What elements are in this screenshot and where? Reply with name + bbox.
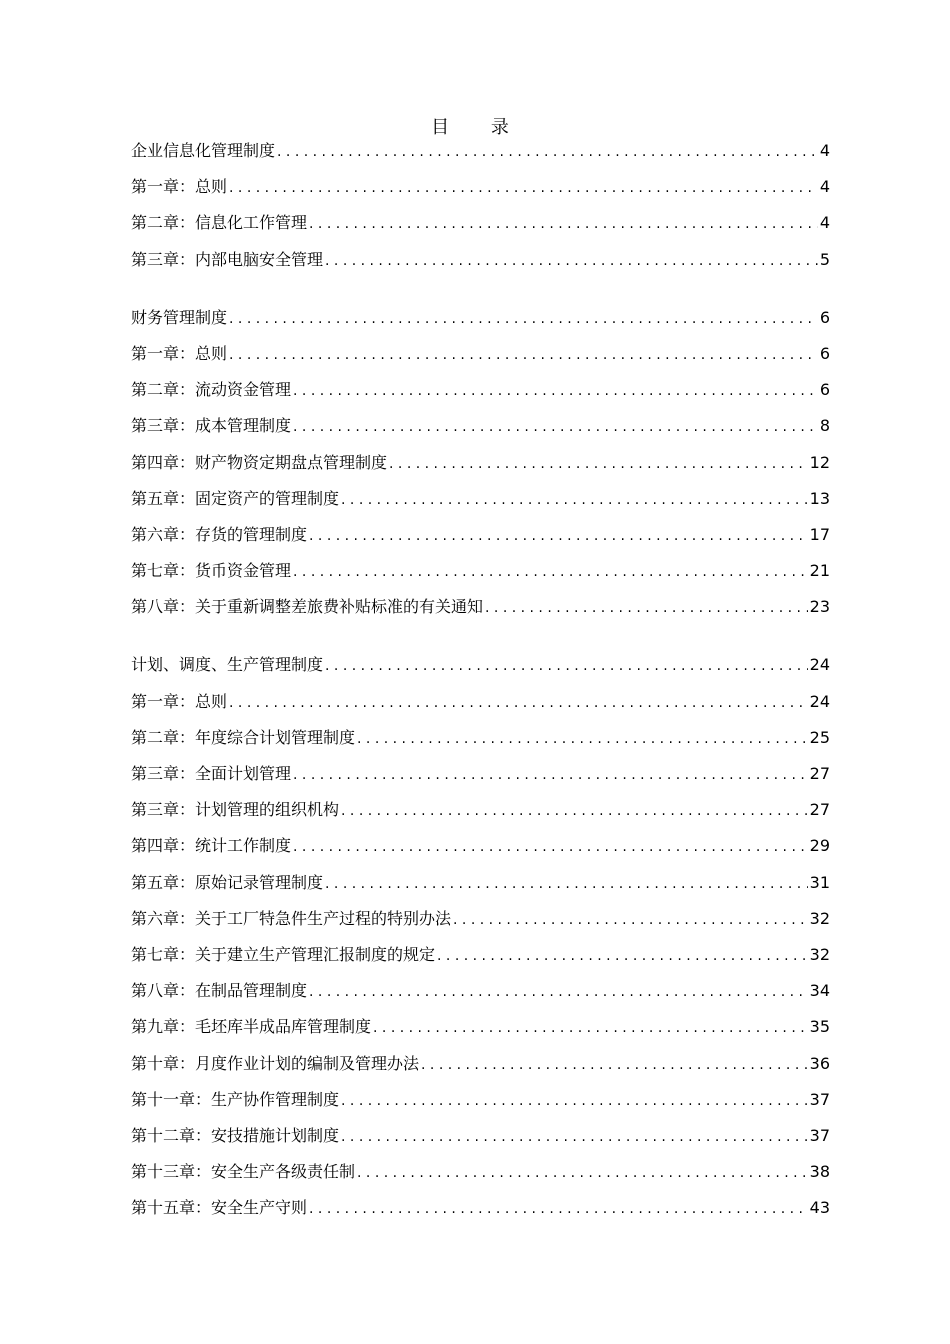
toc-entry-label: 第九章：毛坯库半成品库管理制度: [131, 1017, 372, 1037]
toc-entry-page: 6: [819, 307, 830, 327]
toc-section-production: [131, 652, 830, 1231]
toc-entry[interactable]: [131, 450, 830, 486]
toc-entry-page: 35: [809, 1017, 830, 1037]
toc-entry-label: 第四章：财产物资定期盘点管理制度: [131, 452, 388, 472]
toc-entry[interactable]: [131, 1123, 830, 1159]
toc-entry-page: 31: [809, 872, 830, 892]
toc-entry[interactable]: [131, 1195, 830, 1231]
toc-entry[interactable]: [131, 906, 830, 942]
toc-entry-label: 第七章：关于建立生产管理汇报制度的规定: [131, 944, 436, 964]
dot-leader: [325, 871, 808, 897]
toc-entry-label: 第六章：存货的管理制度: [131, 524, 308, 544]
toc-entry[interactable]: [131, 725, 830, 761]
toc-entry[interactable]: [131, 652, 830, 688]
toc-entry-label: 第二章：流动资金管理: [131, 380, 292, 400]
toc-entry-page: 25: [809, 727, 830, 747]
dot-leader: [309, 979, 808, 1005]
dot-leader: [485, 595, 808, 621]
toc-entry-label: 第一章：总则: [131, 177, 228, 197]
dot-leader: [229, 342, 818, 368]
dot-leader: [453, 907, 808, 933]
dot-leader: [421, 1052, 808, 1078]
toc-entry-page: 27: [809, 800, 830, 820]
dot-leader: [229, 690, 808, 716]
toc-section-finance: [131, 305, 830, 631]
toc-entry-page: 36: [809, 1053, 830, 1073]
toc-entry-page: 37: [809, 1125, 830, 1145]
toc-entry[interactable]: [131, 558, 830, 594]
toc-entry-label: 第四章：统计工作制度: [131, 836, 292, 856]
toc-entry[interactable]: [131, 833, 830, 869]
toc-entry-label: 第一章：总则: [131, 343, 228, 363]
toc-entry-page: 4: [819, 213, 830, 233]
dot-leader: [437, 943, 808, 969]
toc-entry-label: 第五章：固定资产的管理制度: [131, 488, 340, 508]
toc-entry[interactable]: [131, 413, 830, 449]
dot-leader: [229, 175, 818, 201]
toc-entry-page: 38: [809, 1162, 830, 1182]
toc-entry-page: 13: [809, 488, 830, 508]
toc-entry[interactable]: [131, 522, 830, 558]
toc-entry-label: 第八章：在制品管理制度: [131, 981, 308, 1001]
toc-entry[interactable]: [131, 761, 830, 797]
toc-entry-label: 第三章：内部电脑安全管理: [131, 249, 324, 269]
toc-entry-label: 第五章：原始记录管理制度: [131, 872, 324, 892]
toc-entry[interactable]: [131, 210, 830, 246]
toc-entry[interactable]: [131, 341, 830, 377]
dot-leader: [293, 762, 808, 788]
toc-entry-label: 计划、调度、生产管理制度: [131, 655, 324, 675]
table-of-contents: [131, 138, 830, 1253]
toc-entry[interactable]: [131, 797, 830, 833]
toc-entry[interactable]: [131, 1051, 830, 1087]
toc-entry-label: 第六章：关于工厂特急件生产过程的特别办法: [131, 908, 452, 928]
dot-leader: [357, 1160, 808, 1186]
toc-entry-page: 17: [809, 524, 830, 544]
toc-entry-page: 5: [819, 249, 830, 269]
toc-entry-label: 第十章：月度作业计划的编制及管理办法: [131, 1053, 420, 1073]
toc-entry-page: 32: [809, 908, 830, 928]
toc-entry-label: 第十三章：安全生产各级责任制: [131, 1162, 356, 1182]
dot-leader: [277, 139, 818, 165]
toc-entry-label: 第八章：关于重新调整差旅费补贴标准的有关通知: [131, 597, 484, 617]
dot-leader: [389, 451, 808, 477]
toc-entry-label: 第二章：信息化工作管理: [131, 213, 308, 233]
toc-entry-label: 第七章：货币资金管理: [131, 561, 292, 581]
toc-entry[interactable]: [131, 689, 830, 725]
toc-entry-label: 第一章：总则: [131, 691, 228, 711]
toc-entry[interactable]: [131, 1159, 830, 1195]
toc-entry-page: 4: [819, 141, 830, 160]
dot-leader: [341, 1124, 808, 1150]
toc-entry-page: 43: [809, 1198, 830, 1218]
toc-section-it: [131, 138, 830, 283]
toc-entry-page: 23: [809, 597, 830, 617]
toc-entry[interactable]: [131, 942, 830, 978]
toc-entry[interactable]: [131, 138, 830, 174]
toc-entry-page: 12: [809, 452, 830, 472]
dot-leader: [309, 1196, 808, 1222]
dot-leader: [325, 248, 818, 274]
toc-entry-label: 第十五章：安全生产守则: [131, 1198, 308, 1218]
toc-entry-page: 27: [809, 764, 830, 783]
dot-leader: [309, 211, 818, 237]
toc-entry-page: 21: [809, 561, 830, 581]
toc-entry[interactable]: [131, 305, 830, 341]
toc-entry[interactable]: [131, 174, 830, 210]
toc-entry[interactable]: [131, 486, 830, 522]
toc-entry-page: 37: [809, 1089, 830, 1109]
toc-entry[interactable]: [131, 870, 830, 906]
toc-entry-page: 34: [809, 981, 830, 1001]
dot-leader: [229, 306, 818, 332]
toc-entry-label: 第三章：全面计划管理: [131, 764, 292, 783]
toc-entry-label: 第十一章：生产协作管理制度: [131, 1089, 340, 1109]
toc-entry-label: 第十二章：安技措施计划制度: [131, 1125, 340, 1145]
dot-leader: [293, 834, 808, 860]
dot-leader: [309, 523, 808, 549]
toc-entry-page: 6: [819, 343, 830, 363]
toc-entry-page: 4: [819, 177, 830, 197]
toc-entry-page: 24: [809, 691, 830, 711]
toc-entry-label: 财务管理制度: [131, 307, 228, 327]
toc-entry-page: 32: [809, 944, 830, 964]
toc-entry-page: 8: [819, 416, 830, 436]
toc-entry-label: 第三章：成本管理制度: [131, 416, 292, 436]
toc-entry[interactable]: [131, 247, 830, 283]
dot-leader: [341, 798, 808, 824]
toc-entry-label: 第二章：年度综合计划管理制度: [131, 727, 356, 747]
toc-entry-label: 企业信息化管理制度: [131, 141, 276, 160]
dot-leader: [341, 1088, 808, 1114]
toc-entry[interactable]: [131, 594, 830, 630]
toc-entry-label: 第三章：计划管理的组织机构: [131, 800, 340, 820]
dot-leader: [373, 1015, 808, 1041]
toc-entry-page: 24: [809, 655, 830, 675]
dot-leader: [293, 559, 808, 585]
toc-title: 目 录: [431, 117, 527, 138]
dot-leader: [293, 378, 818, 404]
toc-entry-page: 6: [819, 380, 830, 400]
toc-entry[interactable]: [131, 1014, 830, 1050]
toc-entry[interactable]: [131, 377, 830, 413]
toc-entry[interactable]: [131, 978, 830, 1014]
dot-leader: [293, 414, 818, 440]
toc-entry[interactable]: [131, 1087, 830, 1123]
dot-leader: [357, 726, 808, 752]
toc-entry-page: 29: [809, 836, 830, 856]
dot-leader: [325, 653, 808, 679]
dot-leader: [341, 487, 808, 513]
